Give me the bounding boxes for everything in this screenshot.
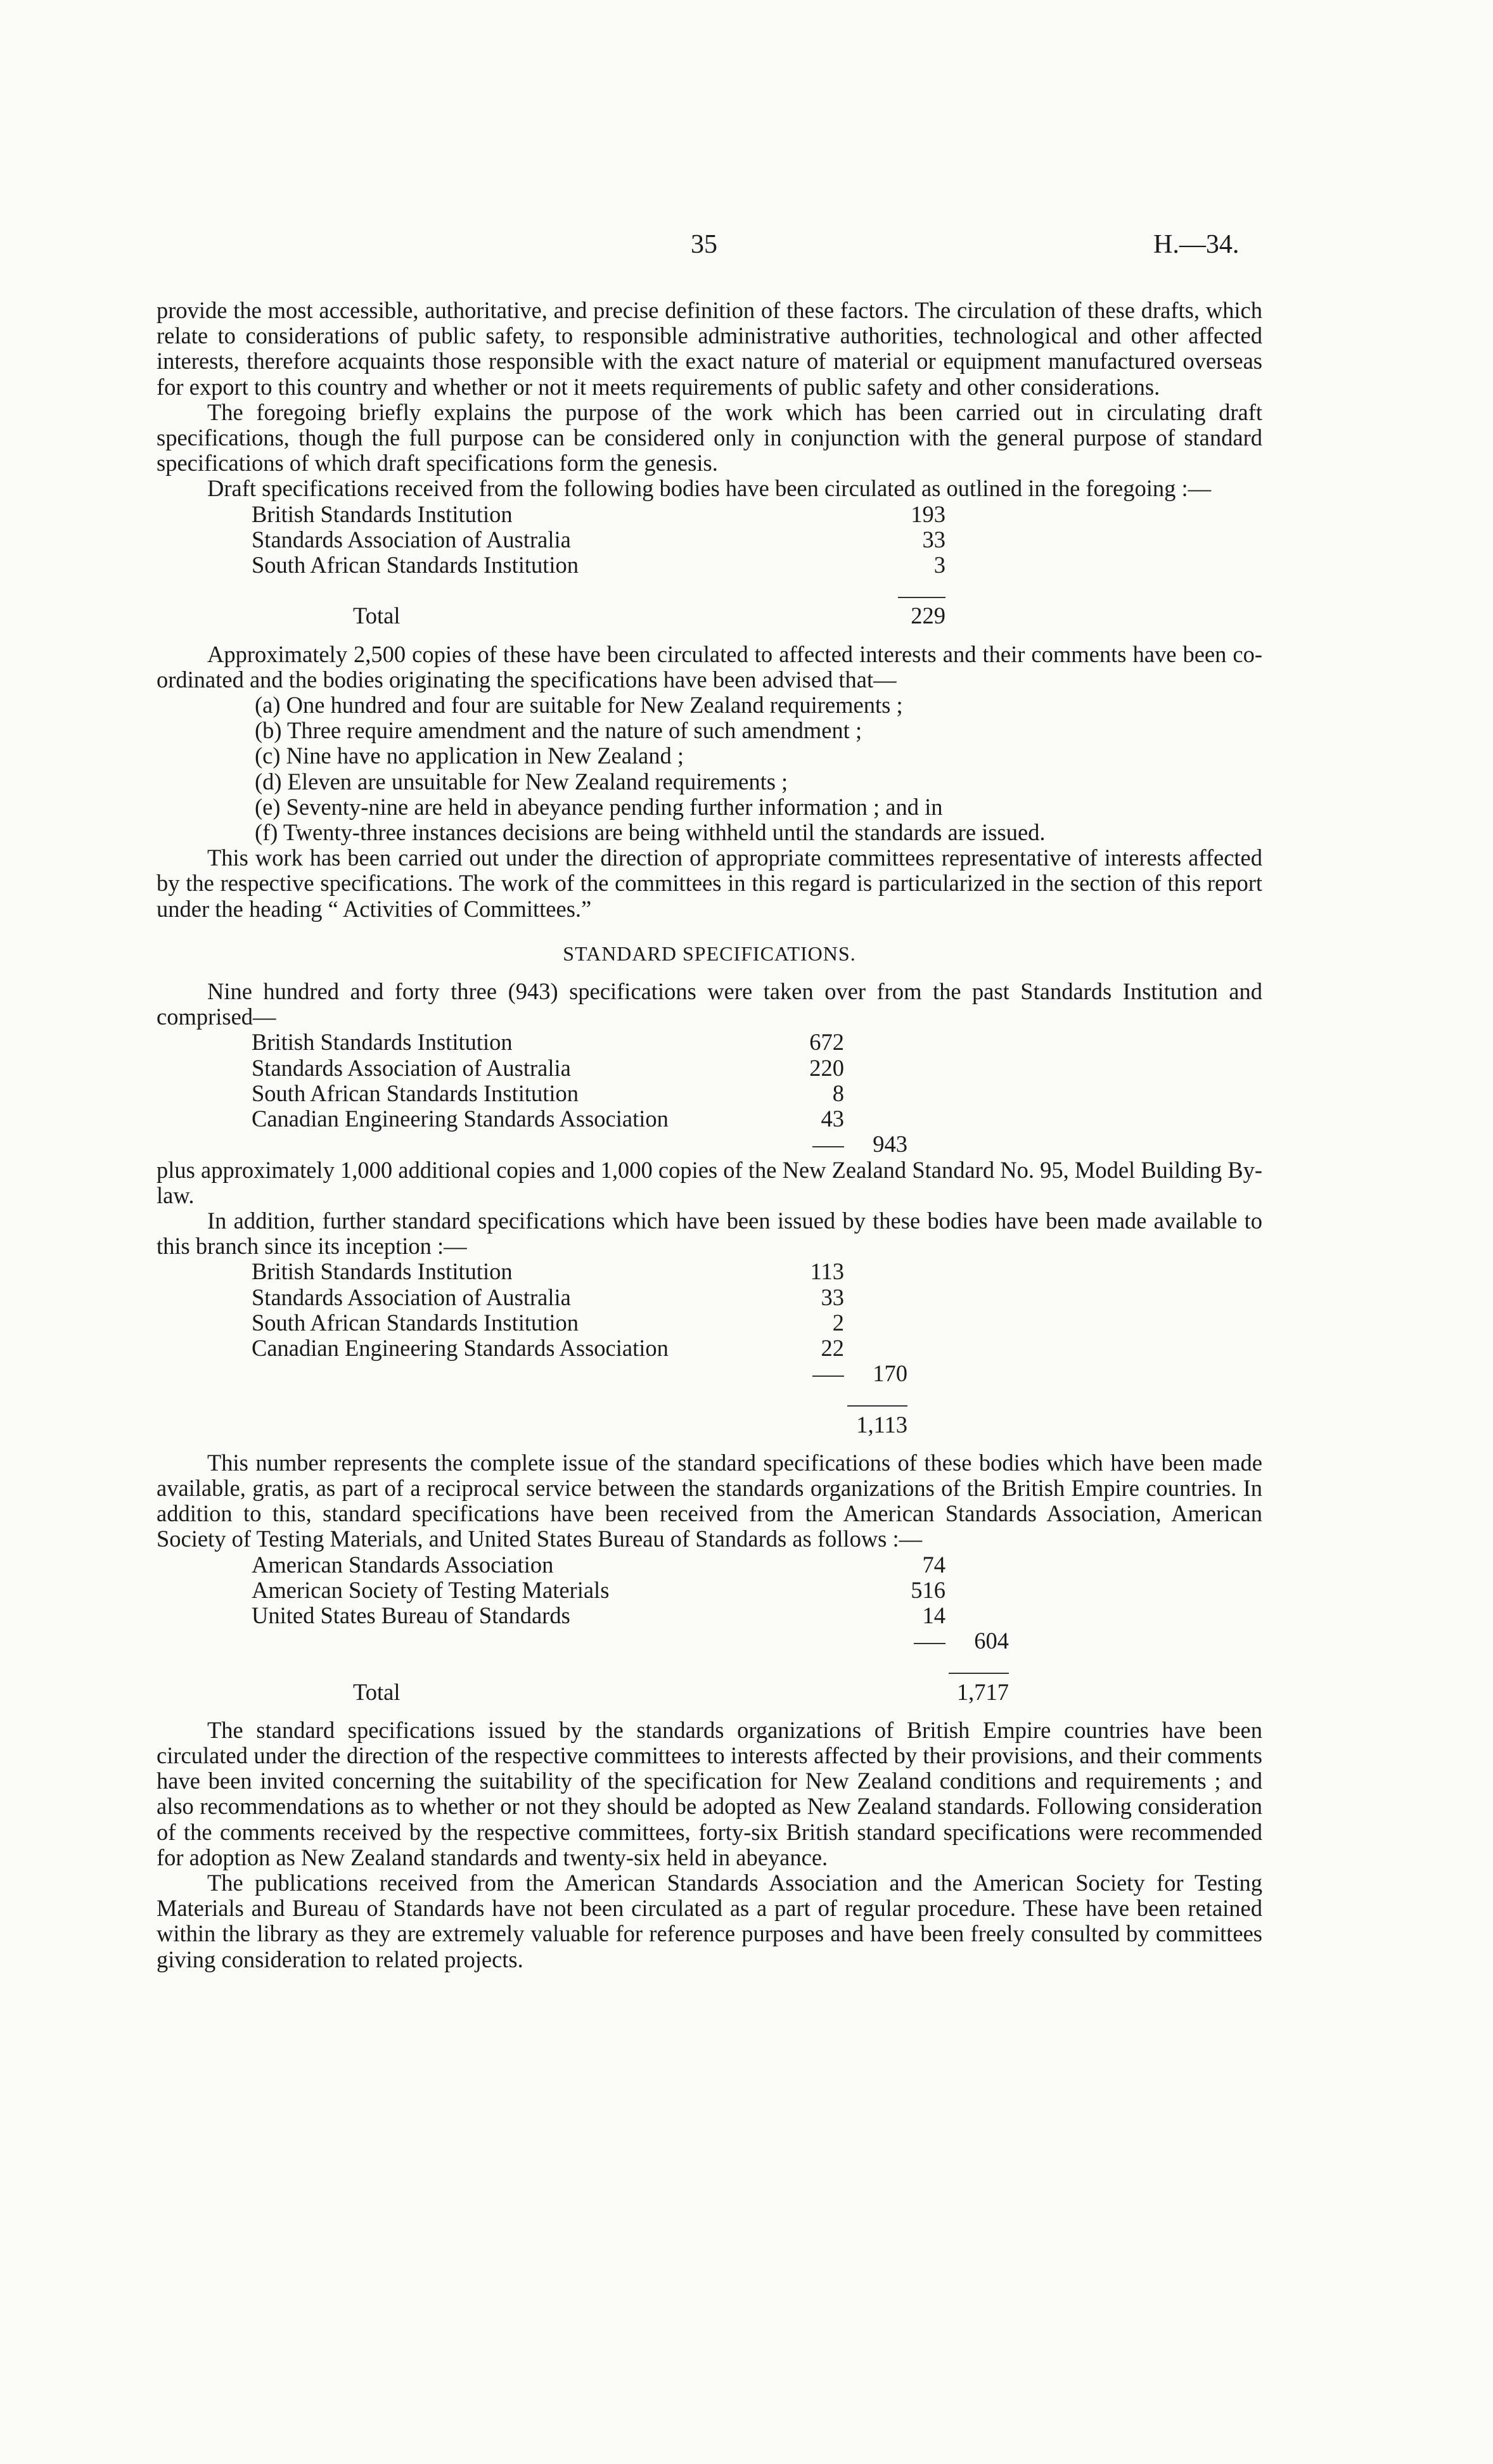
count: 3 [933,552,945,578]
body-name: Standards Association of Australia [252,1054,571,1081]
total-value: 229 [911,603,945,629]
paragraph-2: The foregoing briefly explains the purpose of the work which has been carried out in circulating draft specifications, though the full purpose can be considered only in conjunction with the general purpose of standard specifications of which draft specifications form the genesis. [157,399,1262,476]
table-row [252,1336,907,1361]
table-row [252,1106,907,1132]
count: 113 [810,1258,844,1285]
table-row [252,1578,1009,1603]
body-name: British Standards Institution [252,1029,513,1056]
sum-rule [847,1405,907,1407]
body-name: British Standards Institution [252,501,513,527]
count: 2 [832,1309,844,1336]
list-item: (b) Three require amendment and the nature of such amendment ; [255,717,862,744]
sum-rule [949,1673,1009,1674]
total-value: 1,717 [956,1678,1009,1705]
count: 14 [922,1602,945,1628]
count: 672 [809,1029,844,1056]
document-reference: H.—34. [1153,230,1240,259]
body-name: Canadian Engineering Standards Association [252,1334,669,1361]
table-row [252,1081,907,1106]
page-number: 35 [691,230,717,259]
count: 8 [832,1080,844,1106]
body-name: South African Standards Institution [252,1080,579,1106]
table-row [252,1310,907,1336]
paragraph-11: The publications received from the American Standards Association and the American Society for Testing Materials and Bureau of Standards have not been circulated as a part of regular procedure. These have been retained within the library as they are extremely valuable for reference purposes and have been freely consulted by committees giving consideration to related projects. [157,1869,1262,1972]
list-item: (f) Twenty-three instances decisions are being withheld until the standards are issued. [255,819,1046,846]
paragraph-3: Draft specifications received from the following bodies have been circulated as outlined in the foregoing :— [207,475,1212,502]
table-row [252,1056,907,1081]
sum-rule [812,1376,844,1377]
count: 193 [911,501,945,527]
body-name: Canadian Engineering Standards Association [252,1106,669,1132]
list-item: (e) Seventy-nine are held in abeyance pending further information ; and in [255,793,943,820]
subtotal-value: 943 [873,1131,907,1158]
table-row [252,1285,907,1310]
body-name: Standards Association of Australia [252,526,571,552]
advice-list [157,693,1262,845]
table-row [252,502,945,527]
page-body [157,298,1262,1972]
body-name: South African Standards Institution [252,552,579,578]
list-item: (c) Nine have no application in New Zealand ; [255,743,684,769]
subtotal-value: 170 [873,1360,907,1387]
table-row [252,552,945,578]
table-row [252,1603,1009,1628]
section-heading: STANDARD SPECIFICATIONS. [563,942,856,965]
table-row [252,1030,907,1055]
table-row [252,527,945,552]
taken-over-table [252,1030,907,1157]
sum-rule [914,1643,945,1644]
american-specifications-table [252,1552,1009,1705]
paragraph-6: Nine hundred and forty three (943) specifications were taken over from the past Standards Institution and comprised— [157,978,1262,1030]
count: 33 [922,526,945,552]
table-row [252,1259,907,1284]
total-label: Total [353,1678,400,1705]
subtotal-row [252,1132,907,1157]
rule-row [252,1654,1009,1679]
count: 516 [911,1576,945,1603]
total-label: Total [353,603,400,629]
count: 33 [821,1284,844,1310]
count: 220 [809,1054,844,1081]
body-name: British Standards Institution [252,1258,513,1285]
body-name: American Society of Testing Materials [252,1576,610,1603]
paragraph-1: provide the most accessible, authoritative, and precise definition of these factors. The circulation of these drafts, which relate to considerations of public safety, to responsible administrative authorities, technological and other affected interests, therefore acquaints those responsible with the exact nature of material or equipment manufactured overseas for export to this country and whether or not it meets requirements of public safety and other considerations. [157,297,1262,400]
draft-specifications-table [252,502,945,629]
count: 43 [821,1106,844,1132]
rule-row [252,1386,907,1412]
additional-issued-table [252,1259,907,1437]
sum-rule [812,1146,844,1147]
subtotal-row [252,1361,907,1386]
sum-rule [898,597,945,598]
grand-row [252,1412,907,1438]
paragraph-7: plus approximately 1,000 additional copies and 1,000 copies of the New Zealand Standard No. 95, Model Building By-law. [157,1156,1262,1208]
grand-total-value: 1,113 [856,1411,907,1438]
paragraph-10: The standard specifications issued by the standards organizations of British Empire countries have been circulated under the direction of the respective committees to interests affected by their provisions, and their comments have been invited concerning the suitability of the specification for New Zealand conditions and requirements ; and also recommendations as to whether or not they should be adopted as New Zealand standards. Following consideration of the comments received by the respective committees, forty-six British standard specifications were recommended for adoption as New Zealand standards and twenty-six held in abeyance. [157,1716,1262,1870]
subtotal-row [252,1628,1009,1654]
table-row [252,1552,1009,1578]
body-name: American Standards Association [252,1551,554,1578]
paragraph-4: Approximately 2,500 copies of these have been circulated to affected interests and their comments have been co-ordinated and the bodies originating the specifications have been advised that— [157,641,1262,693]
rule-row [252,578,945,603]
count: 74 [922,1551,945,1578]
total-row [252,603,945,629]
subtotal-value: 604 [974,1628,1009,1654]
paragraph-5: This work has been carried out under the direction of appropriate committees representative of interests affected by the respective specifications. The work of the committees in this regard is particularized in the section of this report under the heading “ Activities of Committees.” [157,845,1262,922]
total-row [252,1680,1009,1705]
list-item: (d) Eleven are unsuitable for New Zealand requirements ; [255,768,788,795]
count: 22 [821,1334,844,1361]
body-name: South African Standards Institution [252,1309,579,1336]
body-name: Standards Association of Australia [252,1284,571,1310]
body-name: United States Bureau of Standards [252,1602,570,1628]
paragraph-9: This number represents the complete issue of the standard specifications of these bodies which have been made available, gratis, as part of a reciprocal service between the standards organizations of the British Empire countries. In addition to this, standard specifications have been received from the American Standards Association, American Society of Testing Materials, and United States Bureau of Standards as follows :— [157,1449,1262,1552]
paragraph-8: In addition, further standard specifications which have been issued by these bodies have been made available to this branch since its inception :— [157,1207,1262,1260]
list-item: (a) One hundred and four are suitable for New Zealand requirements ; [255,692,903,718]
